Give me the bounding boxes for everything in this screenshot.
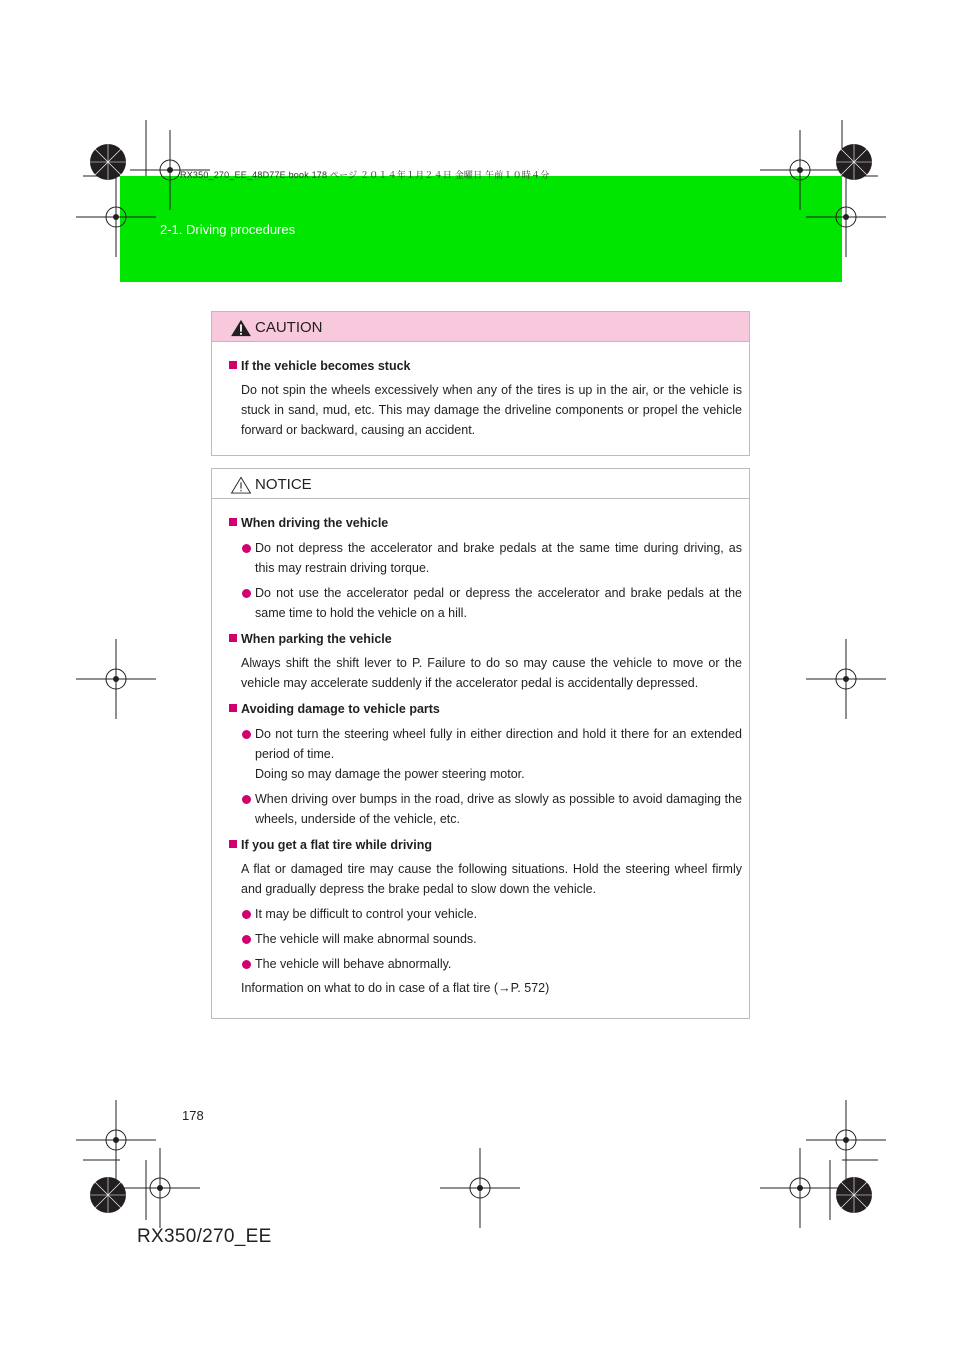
caution-label: CAUTION — [255, 319, 323, 336]
print-info: RX350_270_EE_48D77E.book 178 ページ ２０１４年１月２４日 金曜日 午前１０時４分 — [180, 170, 550, 180]
list-item: The vehicle will make abnormal sounds. — [229, 929, 742, 949]
list-item: Do not depress the accelerator and brake pedals at the same time during driving, as this may restrain driving torque. — [229, 538, 742, 578]
model-name: RX350/270_EE — [137, 1226, 272, 1247]
flat-tire-text: A flat or damaged tire may cause the following situations. Hold the steering wheel firmly and gradually depress the brake pedal to slow down the vehicle. — [241, 862, 742, 896]
flat-tire-reference: Information on what to do in case of a flat tire (→P. 572) — [241, 981, 550, 995]
notice-heading-damage: Avoiding damage to vehicle parts — [229, 699, 742, 719]
page-number: 178 — [182, 1108, 204, 1123]
list-item: Do not use the accelerator pedal or depress the accelerator and brake pedals at the same time to hold the vehicle on a hill. — [229, 583, 742, 623]
list-item: When driving over bumps in the road, drive as slowly as possible to avoid damaging the wheels, underside of the vehicle, etc. — [229, 789, 742, 829]
list-item: Do not turn the steering wheel fully in either direction and hold it there for an extended period of time. Doing so may damage the power steering motor. — [229, 724, 742, 784]
notice-heading-flat-tire: If you get a flat tire while driving — [229, 835, 742, 855]
notice-label: NOTICE — [255, 476, 312, 493]
list-item: It may be difficult to control your vehicle. — [229, 904, 742, 924]
parking-text: Always shift the shift lever to P. Failure to do so may cause the vehicle to move or the vehicle may accelerate suddenly if the accelerator pedal is accidentally depressed. — [241, 656, 742, 690]
notice-heading-driving: When driving the vehicle — [229, 513, 742, 533]
notice-heading-parking: When parking the vehicle — [229, 629, 742, 649]
section-title: 2-1. Driving procedures — [160, 222, 296, 237]
caution-heading: If the vehicle becomes stuck — [229, 356, 742, 376]
caution-text: Do not spin the wheels excessively when any of the tires is up in the air, or the vehicle is stuck in sand, mud, etc. This may damage the driveline components or propel the vehicle forward or backward, causing an accident. — [241, 383, 742, 437]
list-item: The vehicle will behave abnormally. — [229, 954, 742, 974]
